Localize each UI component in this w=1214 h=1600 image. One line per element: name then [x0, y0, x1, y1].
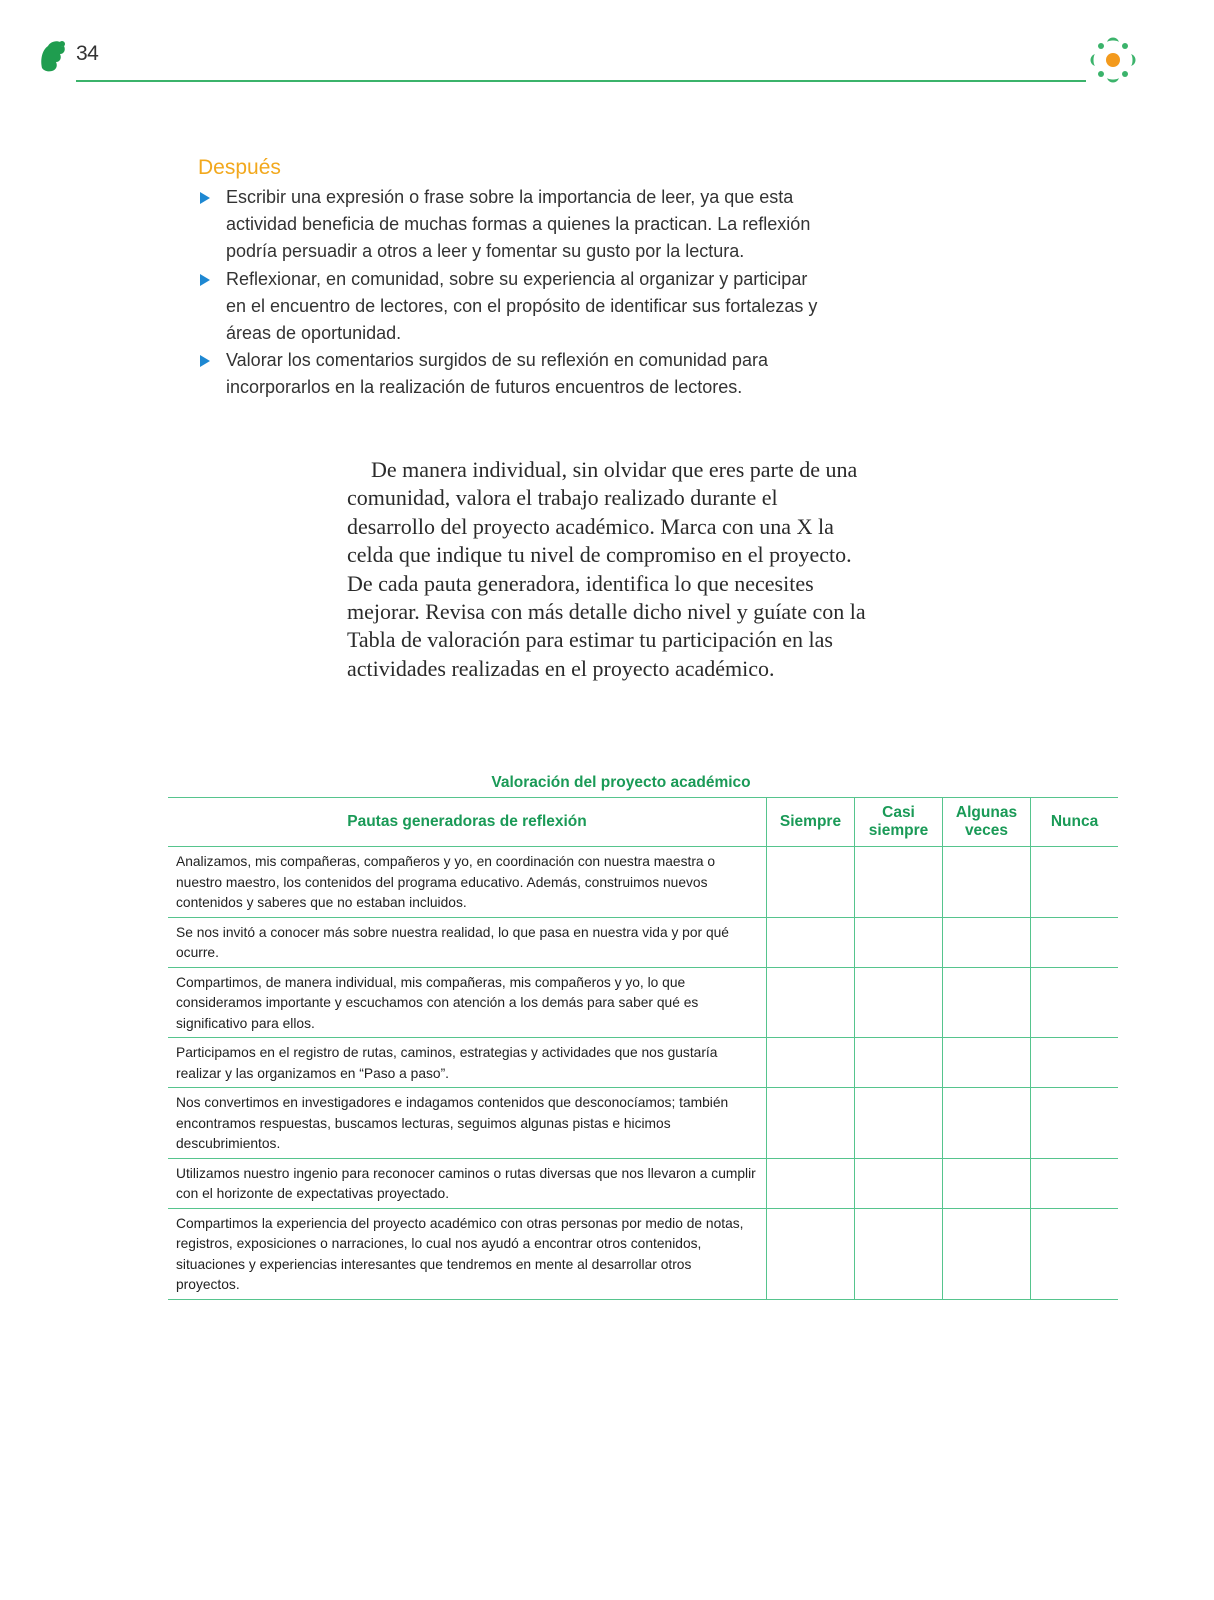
criteria-cell: Compartimos, de manera individual, mis compañeras, mis compañeros y yo, lo que consideramos importante y escuchamos con atención a los demás para saber qué es significativo para ellos. [168, 967, 767, 1038]
siempre-cell[interactable] [767, 1088, 855, 1159]
siempre-cell[interactable] [767, 1158, 855, 1208]
siempre-cell[interactable] [767, 967, 855, 1038]
table-row [168, 1158, 1118, 1208]
instructions-paragraph: De manera individual, sin olvidar que eres parte de una comunidad, valora el trabajo realizado durante el desarrollo del proyecto académico. Marca con una X la celda que indique tu nivel de compromiso en el proyecto. De cada pauta generadora, identifica lo que necesites mejorar. Revisa con más detalle dicho nivel y guíate con la Tabla de valoración para estimar tu participación en las actividades realizadas en el proyecto académico. [347, 457, 866, 681]
criteria-cell: Utilizamos nuestro ingenio para reconocer caminos o rutas diversas que nos llevaron a cumplir con el horizonte de expectativas proyectado. [168, 1158, 767, 1208]
criteria-cell: Nos convertimos en investigadores e indagamos contenidos que desconocíamos; también encontramos respuestas, buscamos lecturas, seguimos algunas pistas e hicimos descubrimientos. [168, 1088, 767, 1159]
bullet-text: Escribir una expresión o frase sobre la importancia de leer, ya que esta actividad beneficia de muchas formas a quienes la practican. La reflexión podría persuadir a otros a leer y fomentar su gusto por la lectura. [226, 187, 811, 262]
evaluation-table-container [168, 797, 1099, 1300]
siempre-cell[interactable] [767, 847, 855, 918]
nunca-cell[interactable] [1031, 1038, 1119, 1088]
despues-section [198, 156, 818, 402]
criteria-cell: Se nos invitó a conocer más sobre nuestra realidad, lo que pasa en nuestra vida y por qué ocurre. [168, 917, 767, 967]
header-rule [76, 80, 1086, 82]
criteria-cell: Analizamos, mis compañeras, compañeros y yo, en coordinación con nuestra maestra o nuestro maestro, los contenidos del programa educativo. Además, construimos nuevos contenidos y saberes que no estaban incluidos. [168, 847, 767, 918]
header-casi-siempre: Casi siempre [855, 798, 943, 847]
siempre-cell[interactable] [767, 917, 855, 967]
bullet-text: Reflexionar, en comunidad, sobre su experiencia al organizar y participar en el encuentro de lectores, con el propósito de identificar sus fortalezas y áreas de oportunidad. [226, 268, 818, 344]
casi-siempre-cell[interactable] [855, 1088, 943, 1159]
nunca-cell[interactable] [1031, 917, 1119, 967]
table-row [168, 1208, 1118, 1299]
criteria-cell: Participamos en el registro de rutas, caminos, estrategias y actividades que nos gustaría realizar y las organizamos en “Paso a paso”. [168, 1038, 767, 1088]
casi-siempre-cell[interactable] [855, 917, 943, 967]
nunca-cell[interactable] [1031, 1088, 1119, 1159]
casi-siempre-cell[interactable] [855, 1038, 943, 1088]
evaluation-table [168, 797, 1118, 1300]
bullet-item [198, 184, 818, 266]
page-header [0, 0, 1214, 90]
bullet-item [198, 347, 818, 401]
algunas-veces-cell[interactable] [943, 967, 1031, 1038]
triangle-bullet-icon [200, 274, 210, 286]
casi-siempre-cell[interactable] [855, 1158, 943, 1208]
table-header-row [168, 798, 1118, 847]
table-row [168, 967, 1118, 1038]
header-siempre: Siempre [767, 798, 855, 847]
casi-siempre-cell[interactable] [855, 1208, 943, 1299]
nunca-cell[interactable] [1031, 967, 1119, 1038]
header-criteria: Pautas generadoras de reflexión [168, 798, 767, 847]
nunca-cell[interactable] [1031, 847, 1119, 918]
table-row [168, 1088, 1118, 1159]
table-row [168, 847, 1118, 918]
algunas-veces-cell[interactable] [943, 847, 1031, 918]
bullet-list [198, 184, 818, 402]
table-row [168, 917, 1118, 967]
header-algunas-veces: Algunas veces [943, 798, 1031, 847]
siempre-cell[interactable] [767, 1038, 855, 1088]
page-number: 34 [76, 42, 99, 65]
casi-siempre-cell[interactable] [855, 847, 943, 918]
triangle-bullet-icon [200, 355, 210, 367]
header-nunca: Nunca [1031, 798, 1119, 847]
algunas-veces-cell[interactable] [943, 917, 1031, 967]
nunca-cell[interactable] [1031, 1208, 1119, 1299]
community-circle-logo-icon [1085, 32, 1141, 88]
siempre-cell[interactable] [767, 1208, 855, 1299]
green-figure-logo-icon [36, 38, 70, 74]
algunas-veces-cell[interactable] [943, 1208, 1031, 1299]
table-row [168, 1038, 1118, 1088]
nunca-cell[interactable] [1031, 1158, 1119, 1208]
table-title: Valoración del proyecto académico [491, 774, 751, 791]
bullet-text: Valorar los comentarios surgidos de su reflexión en comunidad para incorporarlos en la realización de futuros encuentros de lectores. [226, 350, 768, 398]
criteria-cell: Compartimos la experiencia del proyecto académico con otras personas por medio de notas, registros, exposiciones o narraciones, lo cual nos ayudó a encontrar otros contenidos, situaciones y experiencias interesantes que tendremos en mente al desarrollar otros proyectos. [168, 1208, 767, 1299]
algunas-veces-cell[interactable] [943, 1088, 1031, 1159]
section-title: Después [198, 156, 281, 179]
triangle-bullet-icon [200, 192, 210, 204]
algunas-veces-cell[interactable] [943, 1038, 1031, 1088]
bullet-item [198, 266, 818, 348]
casi-siempre-cell[interactable] [855, 967, 943, 1038]
algunas-veces-cell[interactable] [943, 1158, 1031, 1208]
